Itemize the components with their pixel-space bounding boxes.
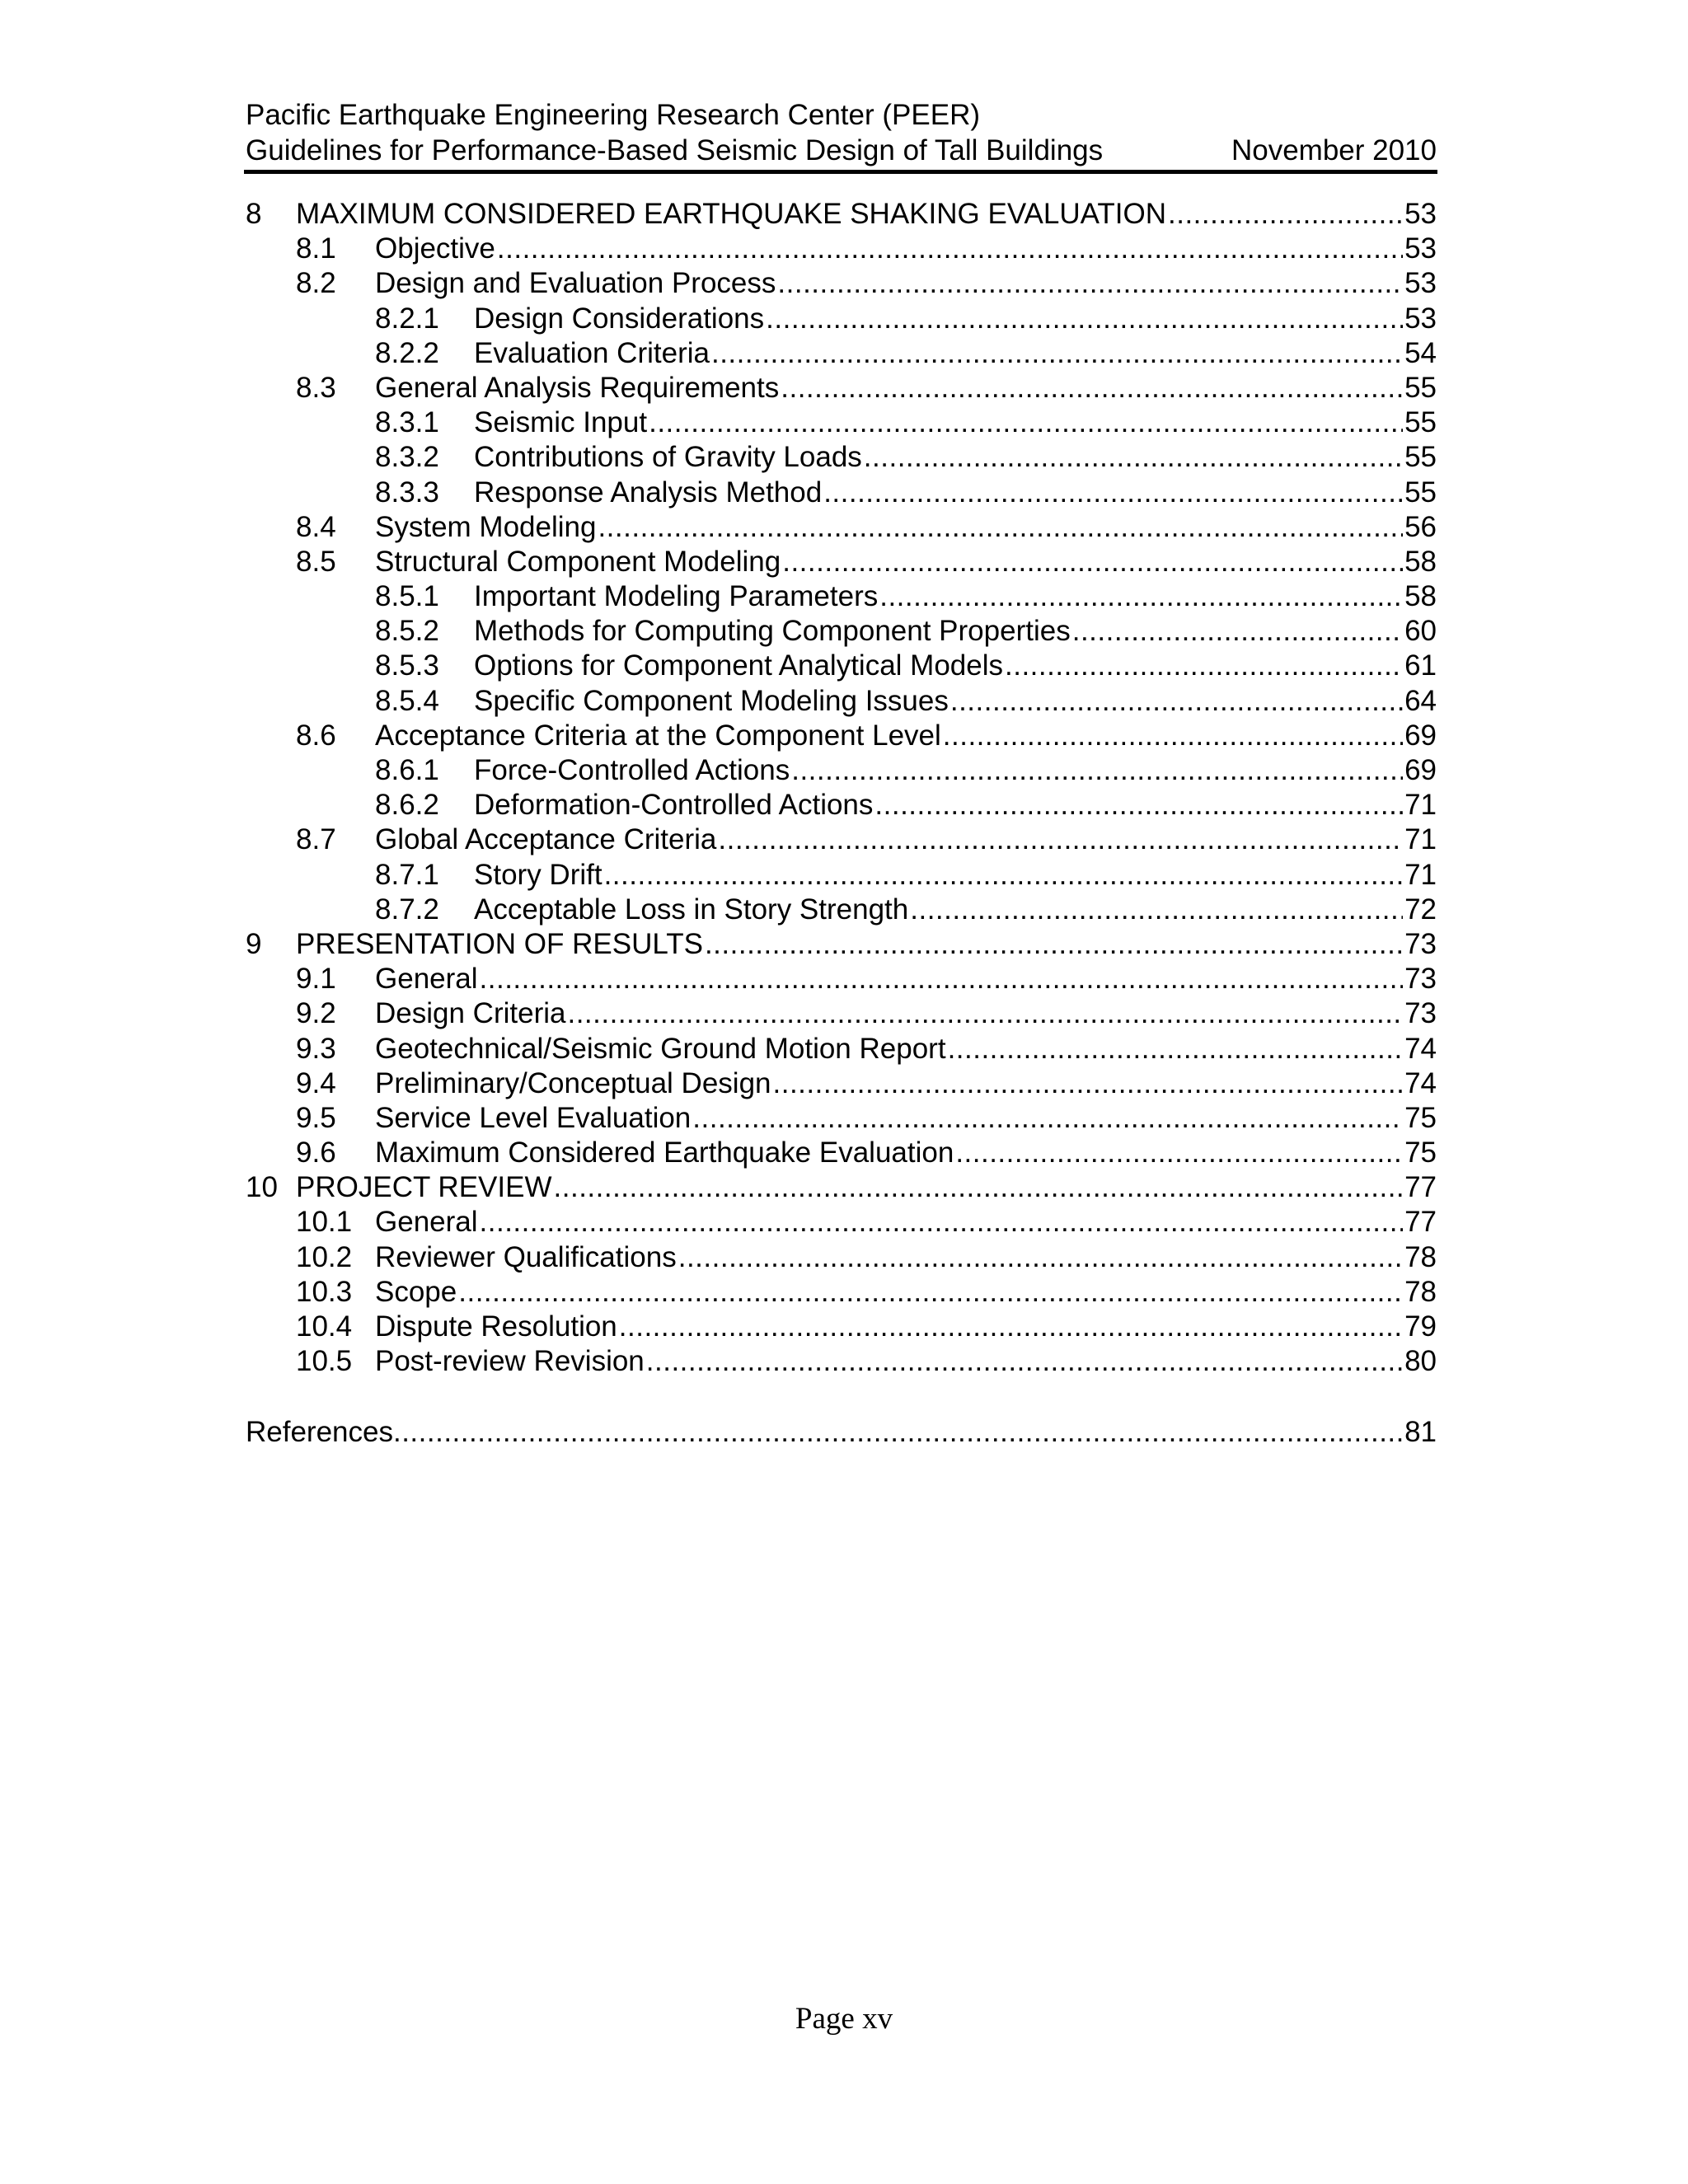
toc-entry[interactable] xyxy=(246,1032,1437,1066)
toc-entry-number: 8.2 xyxy=(296,267,336,300)
toc-entry-number: 9 xyxy=(246,927,262,960)
header-doc-title: Guidelines for Performance-Based Seismic Design of Tall Buildings xyxy=(246,134,1104,166)
toc-entry-number: 9.1 xyxy=(296,963,336,996)
toc-entry[interactable] xyxy=(246,614,1437,649)
toc-entry-page: 77 xyxy=(1404,1171,1437,1204)
toc-entry[interactable] xyxy=(246,1205,1437,1240)
dot-leader xyxy=(646,1344,1403,1379)
dot-leader xyxy=(554,1170,1404,1205)
dot-leader xyxy=(1072,614,1403,649)
table-of-contents xyxy=(246,197,1437,1379)
toc-entry[interactable] xyxy=(246,266,1437,301)
toc-entry[interactable] xyxy=(246,232,1437,266)
toc-entry-number: 8.3 xyxy=(296,371,336,404)
dot-leader xyxy=(705,927,1403,962)
toc-entry-title: Objective xyxy=(375,232,497,266)
toc-entry-body xyxy=(375,823,1437,857)
toc-entry-title: Post-review Revision xyxy=(375,1344,646,1379)
toc-entry-body xyxy=(474,302,1437,336)
toc-entry[interactable] xyxy=(246,1101,1437,1136)
toc-entry-body xyxy=(474,684,1437,719)
toc-entry[interactable] xyxy=(246,510,1437,545)
toc-entry[interactable] xyxy=(246,858,1437,893)
toc-entry[interactable] xyxy=(246,336,1437,371)
dot-leader xyxy=(598,510,1403,545)
toc-entry[interactable] xyxy=(246,788,1437,823)
toc-entry-number: 8 xyxy=(246,198,262,230)
toc-entry-page: 69 xyxy=(1404,754,1437,786)
toc-entry-body xyxy=(296,927,1437,962)
dot-leader xyxy=(692,1101,1403,1136)
toc-entry[interactable] xyxy=(246,197,1437,232)
toc-entry-body xyxy=(474,440,1437,475)
toc-entry-number: 9.4 xyxy=(296,1066,336,1099)
dot-leader xyxy=(619,1310,1403,1344)
toc-entry-body xyxy=(296,1170,1437,1205)
toc-entry-page: 56 xyxy=(1404,510,1437,543)
toc-entry[interactable] xyxy=(246,1136,1437,1170)
toc-entry-number: 8.5.3 xyxy=(375,649,439,682)
toc-entry-body xyxy=(375,266,1437,301)
toc-entry-page: 80 xyxy=(1404,1345,1437,1378)
toc-entry[interactable] xyxy=(246,440,1437,475)
toc-entry-body xyxy=(375,545,1437,579)
toc-entry-page: 78 xyxy=(1404,1275,1437,1308)
toc-entry-title: Preliminary/Conceptual Design xyxy=(375,1066,773,1101)
toc-entry-title: Design Criteria xyxy=(375,996,567,1031)
toc-entry-body xyxy=(375,1275,1437,1310)
toc-entry-body xyxy=(375,371,1437,405)
toc-entry-page: 78 xyxy=(1404,1240,1437,1273)
toc-entry-title: PRESENTATION OF RESULTS xyxy=(296,927,705,962)
dot-leader xyxy=(393,1415,1403,1450)
toc-entry[interactable] xyxy=(246,719,1437,753)
toc-entry-title: Deformation-Controlled Actions xyxy=(474,788,874,823)
toc-entry-title: System Modeling xyxy=(375,510,598,545)
toc-entry[interactable] xyxy=(246,579,1437,614)
toc-entry-title: Acceptable Loss in Story Strength xyxy=(474,893,910,927)
toc-entry-title: Scope xyxy=(375,1275,458,1310)
toc-entry-page: 71 xyxy=(1404,858,1437,891)
toc-entry-title: Evaluation Criteria xyxy=(474,336,711,371)
toc-entry-body xyxy=(474,753,1437,788)
toc-entry-number: 8.3.3 xyxy=(375,476,439,509)
toc-entry-page: 75 xyxy=(1404,1137,1437,1169)
dot-leader xyxy=(910,893,1403,927)
toc-entry-page: 75 xyxy=(1404,1101,1437,1134)
toc-entry-body xyxy=(474,893,1437,927)
dot-leader xyxy=(1168,197,1403,232)
toc-entry-title: Contributions of Gravity Loads xyxy=(474,440,864,475)
toc-entry[interactable] xyxy=(246,1170,1437,1205)
toc-entry-body xyxy=(375,962,1437,996)
toc-entry-page: 54 xyxy=(1404,336,1437,369)
toc-entry-page: 53 xyxy=(1404,232,1437,265)
toc-entry-body xyxy=(474,579,1437,614)
toc-entry-title: Reviewer Qualifications xyxy=(375,1240,678,1275)
toc-entry-number: 8.1 xyxy=(296,232,336,265)
toc-entry-number: 9.6 xyxy=(296,1137,336,1169)
toc-entry-title: General xyxy=(375,1205,480,1240)
dot-leader xyxy=(497,232,1403,266)
toc-entry-title: Design and Evaluation Process xyxy=(375,266,777,301)
page-number: Page xv xyxy=(795,2002,893,2036)
toc-entry-number: 10.2 xyxy=(296,1240,353,1273)
dot-leader xyxy=(458,1275,1403,1310)
toc-entry-number: 8.6.2 xyxy=(375,789,439,822)
toc-entry-body xyxy=(375,1205,1437,1240)
dot-leader xyxy=(823,476,1403,510)
dot-leader xyxy=(950,684,1403,719)
toc-entry[interactable] xyxy=(246,405,1437,440)
toc-entry[interactable] xyxy=(246,1240,1437,1275)
toc-entry-body xyxy=(474,614,1437,649)
toc-entry-page: 74 xyxy=(1404,1066,1437,1099)
dot-leader xyxy=(879,579,1403,614)
dot-leader xyxy=(1005,649,1403,683)
toc-entry-number: 8.3.2 xyxy=(375,441,439,474)
toc-entry-body xyxy=(375,1136,1437,1170)
toc-entry[interactable] xyxy=(246,649,1437,683)
toc-entry-number: 10.1 xyxy=(296,1206,353,1239)
toc-entry-number: 10.3 xyxy=(296,1275,353,1308)
dot-leader xyxy=(480,962,1404,996)
toc-entry-body xyxy=(474,336,1437,371)
toc-entry-body xyxy=(375,510,1437,545)
toc-entry-number: 10 xyxy=(246,1171,278,1204)
dot-leader xyxy=(864,440,1403,475)
toc-entry-title: Methods for Computing Component Properties xyxy=(474,614,1072,649)
toc-entry-page: 71 xyxy=(1404,789,1437,822)
toc-entry-title: Options for Component Analytical Models xyxy=(474,649,1005,683)
toc-entry[interactable] xyxy=(246,996,1437,1031)
toc-entry-page: 71 xyxy=(1404,823,1437,856)
toc-entry-number: 8.7 xyxy=(296,823,336,856)
toc-entry-page: 73 xyxy=(1404,963,1437,996)
toc-entry-page: 55 xyxy=(1404,441,1437,474)
dot-leader xyxy=(766,302,1403,336)
toc-entry-page: 72 xyxy=(1404,893,1437,926)
toc-entry-number: 8.5.1 xyxy=(375,580,439,613)
toc-entry-page: 74 xyxy=(1404,1032,1437,1065)
toc-entry-page: 61 xyxy=(1404,649,1437,682)
toc-entry-number: 8.5.4 xyxy=(375,684,439,717)
toc-entry-page: 60 xyxy=(1404,615,1437,648)
toc-entry-title: Force-Controlled Actions xyxy=(474,753,791,788)
toc-entry-page: 77 xyxy=(1404,1206,1437,1239)
dot-leader xyxy=(781,371,1403,405)
toc-entry-title: Structural Component Modeling xyxy=(375,545,782,579)
toc-entry-title: Service Level Evaluation xyxy=(375,1101,692,1136)
dot-leader xyxy=(567,996,1403,1031)
toc-entry[interactable] xyxy=(246,1275,1437,1310)
toc-entry-body xyxy=(375,996,1437,1031)
dot-leader xyxy=(943,719,1403,753)
header-date: November 2010 xyxy=(1231,134,1437,166)
toc-entry-title: References xyxy=(246,1416,393,1448)
dot-leader xyxy=(718,823,1403,857)
toc-entry-page: 69 xyxy=(1404,719,1437,752)
toc-entry-title: MAXIMUM CONSIDERED EARTHQUAKE SHAKING EVALUATION xyxy=(296,197,1168,232)
toc-entry-number: 8.6 xyxy=(296,719,336,752)
toc-entry-body xyxy=(375,232,1437,266)
toc-entry[interactable] xyxy=(246,545,1437,579)
toc-entry[interactable] xyxy=(246,1310,1437,1344)
dot-leader xyxy=(649,405,1403,440)
toc-entry-title: Story Drift xyxy=(474,858,604,893)
toc-entry-number: 8.3.1 xyxy=(375,406,439,439)
toc-entry[interactable] xyxy=(246,893,1437,927)
toc-entry-title: Geotechnical/Seismic Ground Motion Report xyxy=(375,1032,948,1066)
toc-entry-page: 53 xyxy=(1404,302,1437,335)
toc-entry-page: 58 xyxy=(1404,545,1437,578)
toc-entry-body xyxy=(375,1101,1437,1136)
toc-entry-page: 55 xyxy=(1404,371,1437,404)
toc-entry-body xyxy=(474,476,1437,510)
toc-entry-body xyxy=(375,1344,1437,1379)
toc-entry-page: 73 xyxy=(1404,997,1437,1030)
toc-entry-number: 9.3 xyxy=(296,1032,336,1065)
toc-entry-number: 9.5 xyxy=(296,1101,336,1134)
toc-entry-body xyxy=(474,788,1437,823)
dot-leader xyxy=(955,1136,1403,1170)
dot-leader xyxy=(773,1066,1404,1101)
toc-entry-references[interactable] xyxy=(246,1415,1437,1450)
toc-entry-title: General Analysis Requirements xyxy=(375,371,781,405)
toc-entry-number: 10.5 xyxy=(296,1345,353,1378)
toc-entry-body xyxy=(296,197,1437,232)
toc-entry[interactable] xyxy=(246,371,1437,405)
dot-leader xyxy=(678,1240,1403,1275)
toc-entry-body xyxy=(375,1310,1437,1344)
header-org: Pacific Earthquake Engineering Research Center (PEER) xyxy=(246,99,980,131)
toc-entry-page: 53 xyxy=(1404,198,1437,230)
toc-entry-title: Global Acceptance Criteria xyxy=(375,823,718,857)
toc-entry-number: 8.2.2 xyxy=(375,336,439,369)
toc-entry-page: 79 xyxy=(1404,1310,1437,1343)
dot-leader xyxy=(782,545,1403,579)
toc-entry-number: 8.5.2 xyxy=(375,615,439,648)
toc-entry[interactable] xyxy=(246,823,1437,857)
toc-entry[interactable] xyxy=(246,753,1437,788)
toc-entry[interactable] xyxy=(246,476,1437,510)
toc-entry-title: Important Modeling Parameters xyxy=(474,579,879,614)
toc-entry-number: 8.2.1 xyxy=(375,302,439,335)
toc-entry-page: 73 xyxy=(1404,927,1437,960)
toc-entry-title: Acceptance Criteria at the Component Level xyxy=(375,719,943,753)
dot-leader xyxy=(874,788,1403,823)
toc-entry-body xyxy=(474,405,1437,440)
toc-entry-number: 8.6.1 xyxy=(375,754,439,786)
toc-entry[interactable] xyxy=(246,684,1437,719)
toc-entry-page: 53 xyxy=(1404,267,1437,300)
toc-entry[interactable] xyxy=(246,927,1437,962)
toc-entry-page: 81 xyxy=(1404,1416,1437,1448)
toc-entry-title: Specific Component Modeling Issues xyxy=(474,684,950,719)
toc-entry-body xyxy=(375,719,1437,753)
toc-entry-page: 64 xyxy=(1404,684,1437,717)
dot-leader xyxy=(777,266,1403,301)
toc-entry[interactable] xyxy=(246,1066,1437,1101)
header-line-2 xyxy=(246,133,1437,168)
toc-entry-title: Dispute Resolution xyxy=(375,1310,619,1344)
toc-entry-number: 10.4 xyxy=(296,1310,353,1343)
toc-entry-title: PROJECT REVIEW xyxy=(296,1170,554,1205)
toc-entry-body xyxy=(474,858,1437,893)
toc-entry-title: Design Considerations xyxy=(474,302,766,336)
toc-entry-body xyxy=(375,1032,1437,1066)
header-rule xyxy=(244,170,1437,174)
toc-entry[interactable] xyxy=(246,962,1437,996)
toc-entry-title: Response Analysis Method xyxy=(474,476,823,510)
dot-leader xyxy=(791,753,1403,788)
toc-entry-number: 8.7.2 xyxy=(375,893,439,926)
toc-entry-title: General xyxy=(375,962,480,996)
toc-entry-number: 8.7.1 xyxy=(375,858,439,891)
toc-entry-number: 8.4 xyxy=(296,510,336,543)
toc-entry-body xyxy=(375,1240,1437,1275)
toc-entry-page: 55 xyxy=(1404,406,1437,439)
dot-leader xyxy=(604,858,1403,893)
dot-leader xyxy=(711,336,1403,371)
toc-entry-title: Seismic Input xyxy=(474,405,649,440)
toc-entry-number: 8.5 xyxy=(296,545,336,578)
toc-entry-page: 55 xyxy=(1404,476,1437,509)
toc-entry-body xyxy=(474,649,1437,683)
running-header xyxy=(246,97,1437,168)
toc-entry[interactable] xyxy=(246,302,1437,336)
dot-leader xyxy=(948,1032,1404,1066)
toc-entry-number: 9.2 xyxy=(296,997,336,1030)
header-line-1 xyxy=(246,97,1437,133)
toc-entry-title: Maximum Considered Earthquake Evaluation xyxy=(375,1136,955,1170)
toc-entry-page: 58 xyxy=(1404,580,1437,613)
toc-entry-body xyxy=(375,1066,1437,1101)
dot-leader xyxy=(480,1205,1404,1240)
toc-entry[interactable] xyxy=(246,1344,1437,1379)
